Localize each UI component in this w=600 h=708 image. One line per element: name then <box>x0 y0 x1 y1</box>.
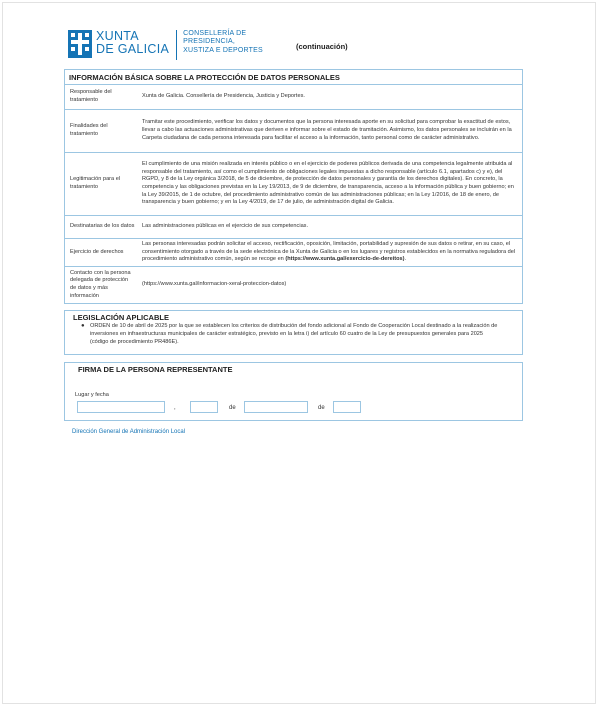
legislation-item <box>81 323 501 346</box>
table-row <box>65 85 522 109</box>
row-value: Tramitar este procedimiento, verificar los datos y documentos que la persona interesada aporte en su solicitud para comprobar la exactitud de estos, llevar a cabo las actuaciones administrativas que deriven e informar sobre el estado de tramitación. Asimismo, los datos personales se incluirán en la Carpeta ciudadana de cada persona interesada para facilitar el acceso a la información, tanto personal como de carácter administrativo. <box>142 119 512 141</box>
de-separator-2: de <box>318 405 325 411</box>
row-label: Legitimación para el tratamiento <box>70 176 121 190</box>
legislation-title: LEGISLACIÓN APLICABLE <box>73 313 169 322</box>
xunta-cross-emblem-icon <box>68 30 92 58</box>
department-name <box>183 30 263 55</box>
table-row <box>65 266 522 303</box>
data-protection-table <box>64 69 523 304</box>
row-label: Destinatarias de los datos <box>70 223 135 230</box>
row-value: El cumplimiento de una misión realizada en interés público o en el ejercicio de poderes públicos derivada de una competencia legalmente atribuida al responsable del tratamiento, así como el cumplimiento de obligaciones legales impuestas a dicho responsable (artículo 6.1, apartados c) y e), del RGPD, y 8 de la Ley orgánica 3/2018, de 5 de diciembre, de protección de datos personales y garantía de los derechos digitales). En concreto, la competencia y las obligaciones previstas en la Ley 19/2013, de 9 de diciembre, de transparencia, acceso a la información pública y buen gobierno; en la Ley 39/2015, de 1 de octubre, del procedimiento administrativo común de las administraciones públicas; en la Ley 1/2016, de 18 de enero, de transparencia y buen gobierno; y en la Ley 4/2019, de 17 de julio, de administración digital de Galicia. <box>142 160 514 206</box>
table-row <box>65 109 522 152</box>
signature-section <box>64 362 523 421</box>
row-value <box>138 239 522 266</box>
logo-name-line1: XUNTA <box>96 29 139 43</box>
table-row <box>65 215 522 238</box>
data-protection-rows <box>65 85 522 303</box>
continuation-label: (continuación) <box>296 42 348 51</box>
row-label: Responsable del tratamiento <box>70 89 112 103</box>
row-label: Finalidades del tratamiento <box>70 123 108 137</box>
signature-title: FIRMA DE LA PERSONA REPRESENTANTE <box>78 365 233 374</box>
legislation-text: ORDEN de 10 de abril de 2025 por la que se establecen los criterios de distribución del fondo adicional al Fondo de Cooperación Local destinado a la realización de inversiones en infraestructuras municipales de carácter estratégico, previsto en la letra i) del artículo 60 cuatro de la Ley de presupuestos generales para 2025 (código de procedimiento PR486E). <box>90 323 498 345</box>
logo-name <box>96 30 169 56</box>
rights-text-main: Las personas interesadas podrán solicitar el acceso, rectificación, oposición, limitación, portabilidad y supresión de sus datos o retirar, en su caso, el consentimiento otorgado a través de la sede electrónica de la Xunta de Galicia o en los lugares y registros establecidos en la normativa reguladora del procedimiento administrativo común, según se recoge en <box>142 240 516 263</box>
row-value: Xunta de Galicia. Consellería de Presidencia, Justicia y Deportes. <box>142 93 305 100</box>
legislation-section <box>64 310 523 355</box>
rights-text-tail: . <box>404 256 407 263</box>
table-row <box>65 238 522 266</box>
row-label: Ejercicio de derechos <box>70 248 124 255</box>
bullet-icon: ● <box>81 323 85 329</box>
rights-text <box>142 241 516 264</box>
month-field[interactable] <box>244 401 308 413</box>
footer-department: Dirección General de Administración Local <box>72 429 186 435</box>
comma-separator: , <box>174 405 176 411</box>
year-field[interactable] <box>333 401 361 413</box>
department-line1: CONSELLERÍA DE <box>183 30 247 37</box>
place-field[interactable] <box>77 401 165 413</box>
de-separator-1: de <box>229 405 236 411</box>
place-date-label: Lugar y fecha <box>75 392 109 398</box>
department-line3: XUSTIZA E DEPORTES <box>183 46 263 54</box>
table-row <box>65 152 522 215</box>
day-field[interactable] <box>190 401 218 413</box>
row-value: Las administraciones públicas en el ejercicio de sus competencias. <box>142 223 309 230</box>
privacy-info-link[interactable]: (https://www.xunta.gal/informacion-xeral-proteccion-datos) <box>142 281 287 288</box>
xunta-logo <box>68 30 263 60</box>
department-line2: PRESIDENCIA, <box>183 38 235 46</box>
logo-divider <box>176 30 177 60</box>
data-protection-title: INFORMACIÓN BÁSICA SOBRE LA PROTECCIÓN DE DATOS PERSONALES <box>65 70 522 85</box>
logo-name-line2: DE GALICIA <box>96 42 170 56</box>
row-label: Contacto con la persona delegada de protección de datos y más información <box>70 269 131 299</box>
rights-link[interactable]: (https://www.xunta.gal/exercicio-de-dereitos) <box>285 256 405 263</box>
